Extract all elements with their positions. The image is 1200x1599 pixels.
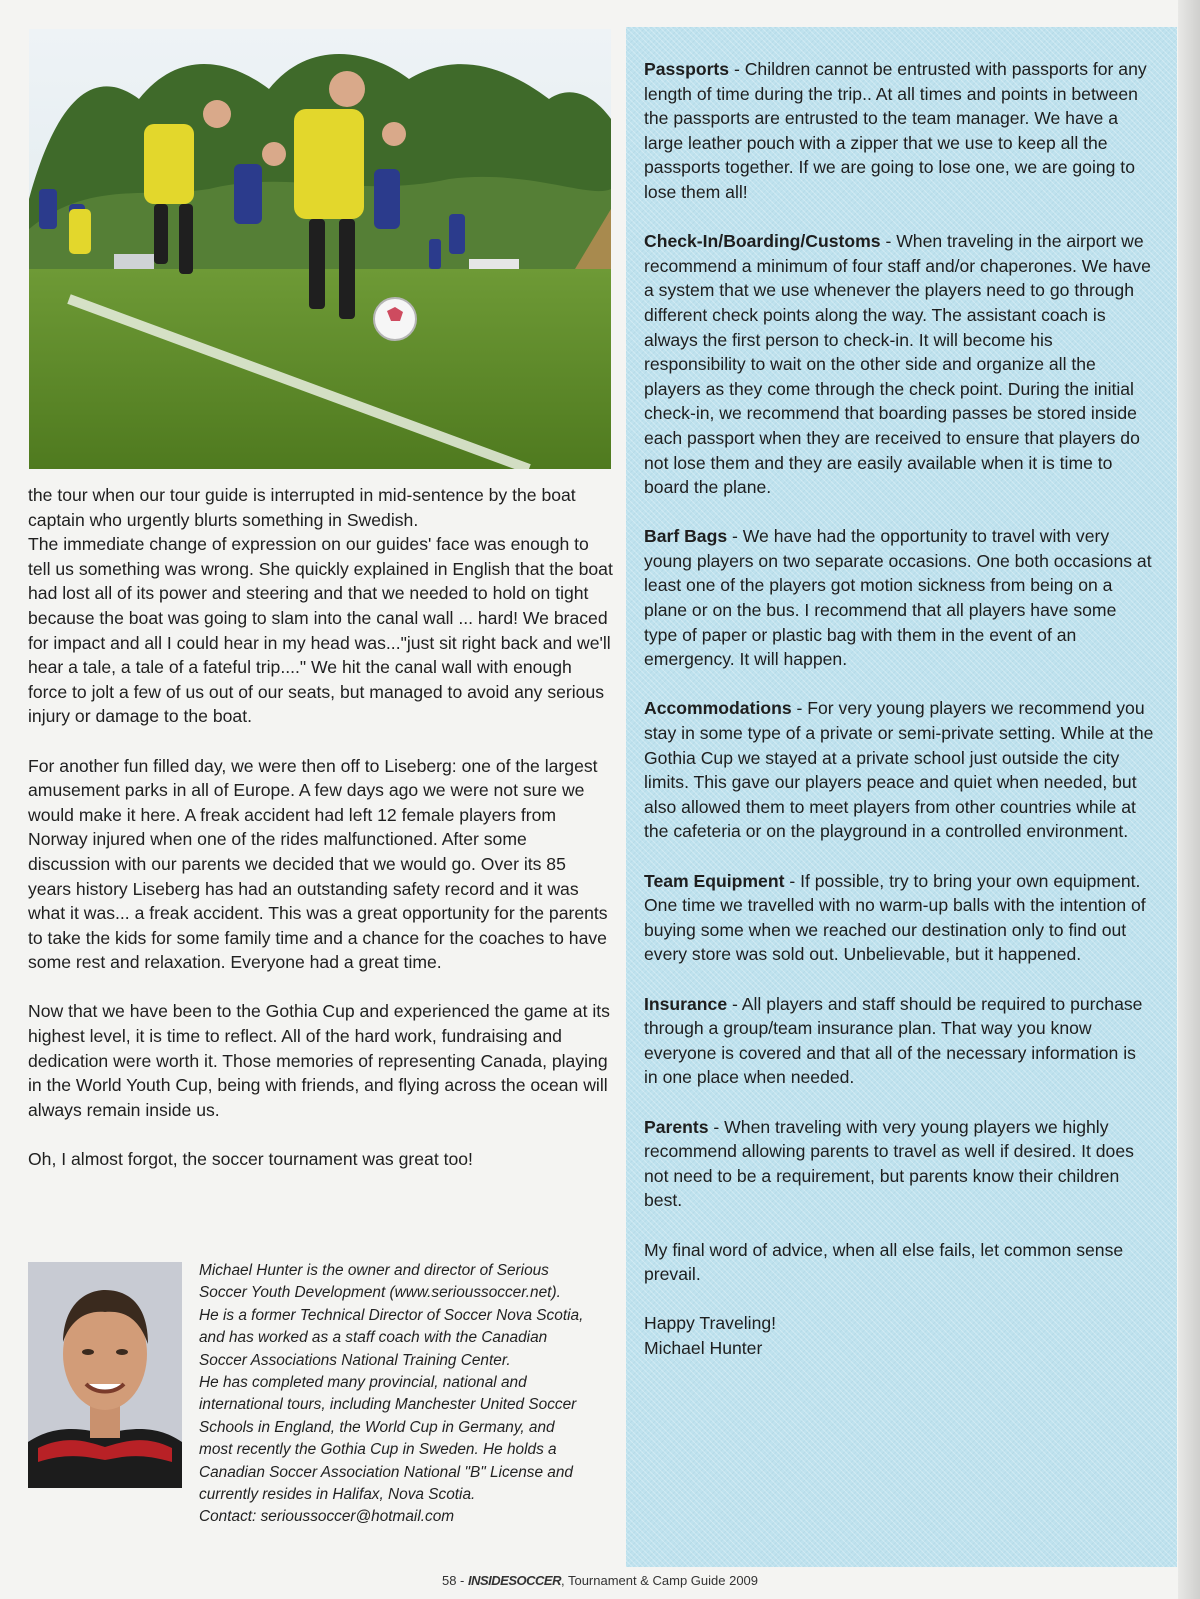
bio-line: most recently the Gothia Cup in Sweden. He holds a: [199, 1441, 557, 1459]
bio-line: He has completed many provincial, national and: [199, 1374, 527, 1392]
paragraph: the tour when our tour guide is interrupted in mid-sentence by the boat captain who urgently blurts something in Swedish.: [28, 485, 576, 530]
tip-team-equipment: [644, 869, 1154, 967]
paragraph: For another fun filled day, we were then off to Liseberg: one of the largest amusement parks in all of Europe. A few days ago we were not sure we would make it here. A freak accident had left 12 female players from Norway injured when one of the rides malfunctioned. After some discussion with our parents we decided that we would go. Over its 85 years history Liseberg has had an outstanding safety record and it was what it was... a freak accident. This was a great opportunity for the parents to take the kids for some family time and a chance for the coaches to have some rest and relaxation. Everyone had a great time.: [28, 755, 608, 973]
author-bio: [199, 1260, 613, 1529]
paragraph: The immediate change of expression on our guides' face was enough to tell us something was wrong. She quickly explained in English that the boat had lost all of its power and steering and that we needed to hold on tight because the boat was going to slam into the canal wall ... hard! We braced for impact and all I could hear in my head was..."just sit right back and we'll hear a tale, a tale of a fateful trip...." We hit the canal wall with enough force to jolt a few of us out of our seats, but managed to avoid any serious injury or damage to the boat.: [28, 534, 613, 727]
author-portrait-photo: [28, 1262, 182, 1488]
tip-text: - Children cannot be entrusted with passports for any length of time during the trip.. At all times and points in between the passports are entrusted to the team manager. We have a large leather pouch with a zipper that we use to keep all the passports together. If we are going to lose one, we are going to lose them all!: [644, 59, 1147, 202]
tip-barf-bags: [644, 524, 1154, 672]
paragraph: Oh, I almost forgot, the soccer tournament was great too!: [28, 1149, 473, 1170]
tip-insurance: [644, 992, 1154, 1090]
bio-line: Michael Hunter is the owner and director of Serious: [199, 1262, 549, 1279]
tip-heading: Accommodations: [644, 698, 792, 719]
bio-line: Soccer Associations National Training Center.: [199, 1351, 511, 1369]
tip-heading: Insurance: [644, 993, 728, 1014]
tip-heading: Passports: [644, 59, 730, 79]
final-advice: My final word of advice, when all else fails, let common sense prevail.: [644, 1239, 1124, 1285]
tip-heading: Barf Bags: [644, 526, 728, 547]
tip-check-in: [644, 229, 1154, 500]
bio-line: Schools in England, the World Cup in Germany, and: [199, 1418, 555, 1436]
signoff: Happy Traveling!: [644, 1313, 777, 1334]
soccer-match-photo: [29, 29, 611, 469]
bio-line: Soccer Youth Development (www.serioussoccer.net).: [199, 1284, 561, 1302]
tip-text: - When traveling with very young players we highly recommend allowing parents to travel as well if desired. It does not need to be a requirement, but parents know their children best.: [644, 1116, 1134, 1211]
tip-accommodations: [644, 696, 1154, 844]
tip-heading: Team Equipment: [644, 870, 785, 891]
bio-line: He is a former Technical Director of Soccer Nova Scotia,: [199, 1306, 584, 1324]
tip-heading: Parents: [644, 1116, 709, 1137]
bio-line: international tours, including Manchester United Soccer: [199, 1396, 577, 1414]
footer-title: , Tournament & Camp Guide 2009: [560, 1573, 759, 1588]
tip-text: - If possible, try to bring your own equipment. One time we travelled with no warm-up balls with the intention of buying some when we reached our destination only to find out every store was sold out. Unbelievable, but it happened.: [644, 870, 1146, 965]
tip-text: - We have had the opportunity to travel with very young players on two separate occasions. One both occasions at least one of the players got motion sickness from being on a plane or on the bus. I recommend that all players have some type of paper or plastic bag with them in the event of an emergency. It will happen.: [644, 526, 1152, 670]
tip-passports: [644, 57, 1154, 205]
bio-line: Contact: serioussoccer@hotmail.com: [199, 1508, 455, 1526]
bio-line: currently resides in Halifax, Nova Scotia.: [199, 1486, 476, 1504]
page-footer: [0, 1573, 1200, 1588]
tip-text: - All players and staff should be required to purchase through a group/team insurance plan. That way you know everyone is covered and that all of the necessary information is in one place when needed.: [644, 993, 1143, 1088]
closing: [644, 1238, 1154, 1361]
magazine-brand: INSIDESOCCER: [468, 1573, 561, 1588]
tip-text: - When traveling in the airport we recommend a minimum of four staff and/or chaperones. We have a system that we use whenever the players need to go through different check points along the way. The assistant coach is always the first person to check-in. It will become his responsibility to wait on the other side and organize all the players as they come through the check point. During the initial check-in, we recommend that boarding passes be stored inside each passport when they are received to ensure that players do not lose them and they are easily available when it is time to board the plane.: [644, 231, 1151, 498]
page-edge: [1178, 0, 1200, 1599]
signoff-block: [644, 1311, 1154, 1360]
page-number: 58 -: [441, 1573, 468, 1588]
author-name: Michael Hunter: [644, 1337, 763, 1358]
tip-heading: Check-In/Boarding/Customs: [644, 231, 881, 252]
tip-parents: [644, 1115, 1154, 1213]
bio-line: and has worked as a staff coach with the Canadian: [199, 1329, 548, 1347]
travel-tips-sidebar: [626, 27, 1177, 1567]
bio-line: Canadian Soccer Association National "B" License and: [199, 1463, 573, 1481]
paragraph: Now that we have been to the Gothia Cup and experienced the game at its highest level, it is time to reflect. All of the hard work, fundraising and dedication were worth it. Those memories of representing Canada, playing in the World Youth Cup, being with friends, and flying across the ocean will always remain inside us.: [28, 1001, 610, 1120]
left-column-text: [28, 483, 613, 1196]
tip-text: - For very young players we recommend you stay in some type of a private or semi-private setting. While at the Gothia Cup we stayed at a private school just outside the city limits. This gave our players peace and quiet when needed, but also allowed them to meet players from other countries while at the cafeteria or on the playground in a controlled environment.: [644, 698, 1154, 842]
